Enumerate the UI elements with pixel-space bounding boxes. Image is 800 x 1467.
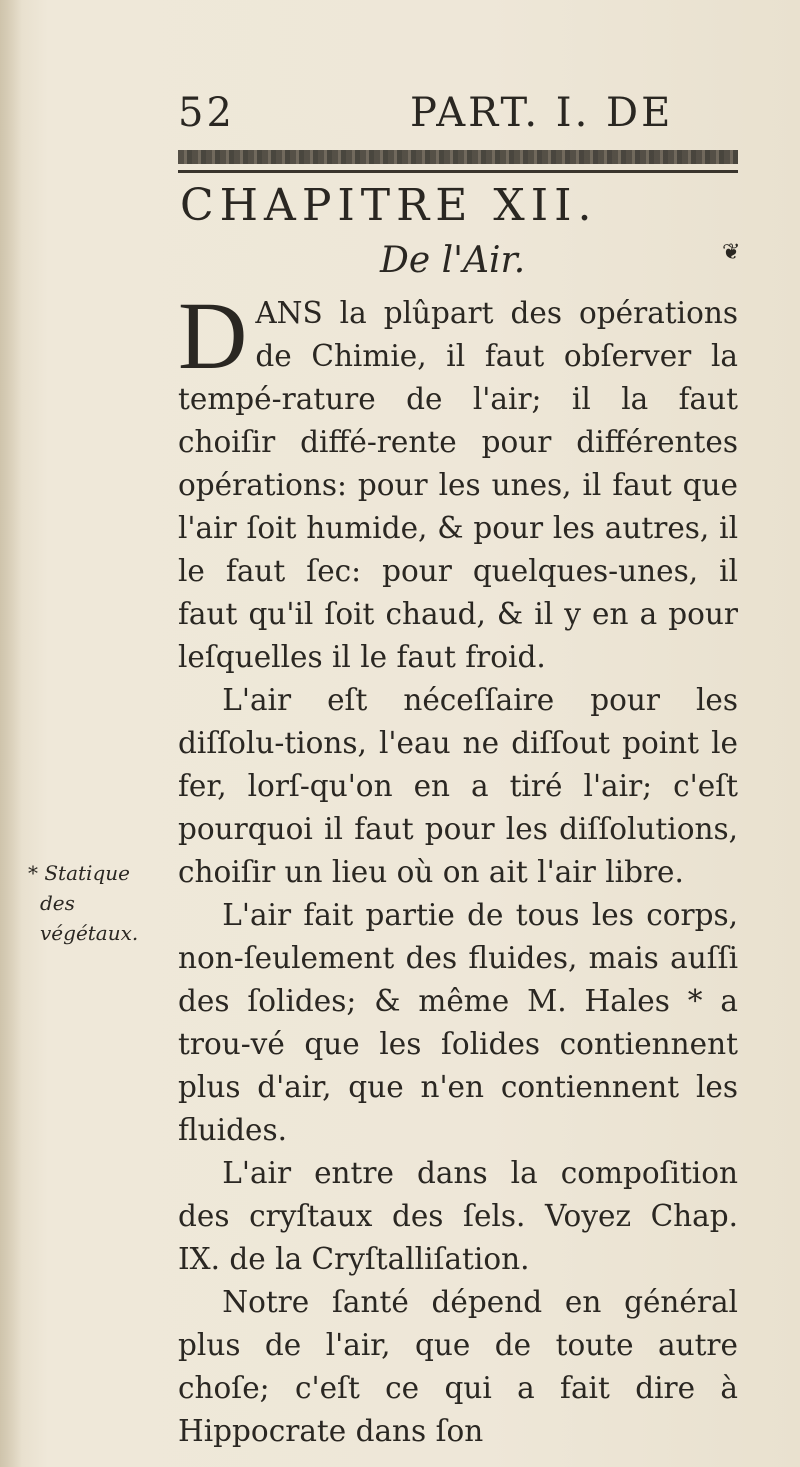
paragraph-2: L'air eſt néceſſaire pour les diſſolu-tions, l'eau ne diſſout point le fer, lorſ-qu'on en a tiré l'air; c'eſt pourquoi il faut pour les diſſolutions, choiſir un lieu où on ait l'air libre. bbox=[178, 683, 738, 889]
paragraph-5: Notre ſanté dépend en général plus de l'air, que de toute autre choſe; c'eſt ce qui a fait dire à Hippocrate dans ſon bbox=[178, 1285, 738, 1448]
margin-note bbox=[28, 858, 178, 948]
body-text bbox=[178, 282, 738, 1453]
thin-rule bbox=[178, 170, 738, 173]
margin-note-line: * Statique bbox=[28, 861, 130, 885]
chapter-subtitle: De l'Air. bbox=[380, 240, 526, 281]
page-gutter-shadow bbox=[0, 0, 22, 1467]
chapter-title: CHAPITRE XII. bbox=[180, 180, 598, 231]
running-head-part: PART. I. DE bbox=[410, 90, 674, 136]
paragraph-1 bbox=[178, 282, 738, 679]
paragraph-3: L'air fait partie de tous les corps, non-ſeulement des fluides, mais auſſi des ſolides; & même M. Hales * a trou-vé que les ſolides contiennent plus d'air, que n'en contiennent les fluides. bbox=[178, 898, 738, 1147]
running-head bbox=[178, 90, 738, 150]
ornament-icon: ❦ bbox=[722, 240, 741, 265]
drop-cap: D bbox=[178, 282, 248, 389]
margin-note-line: des végétaux. bbox=[40, 891, 139, 945]
paragraph-text: ANS la plûpart des opérations de Chimie, il faut obſerver la tempé-rature de l'air; il la faut choiſir diffé-rente pour différentes opérations: pour les unes, il faut que l'air ſoit humide, & pour les autres, il le faut ſec: pour quelques-unes, il faut qu'il ſoit chaud, & il y en a pour leſquelles il le faut froid. bbox=[178, 296, 738, 674]
page-number: 52 bbox=[178, 90, 235, 136]
paragraph-4: L'air entre dans la compoſition des cryſtaux des ſels. Voyez Chap. IX. de la Cryſtalliſation. bbox=[178, 1156, 738, 1276]
decorative-rule bbox=[178, 150, 738, 164]
